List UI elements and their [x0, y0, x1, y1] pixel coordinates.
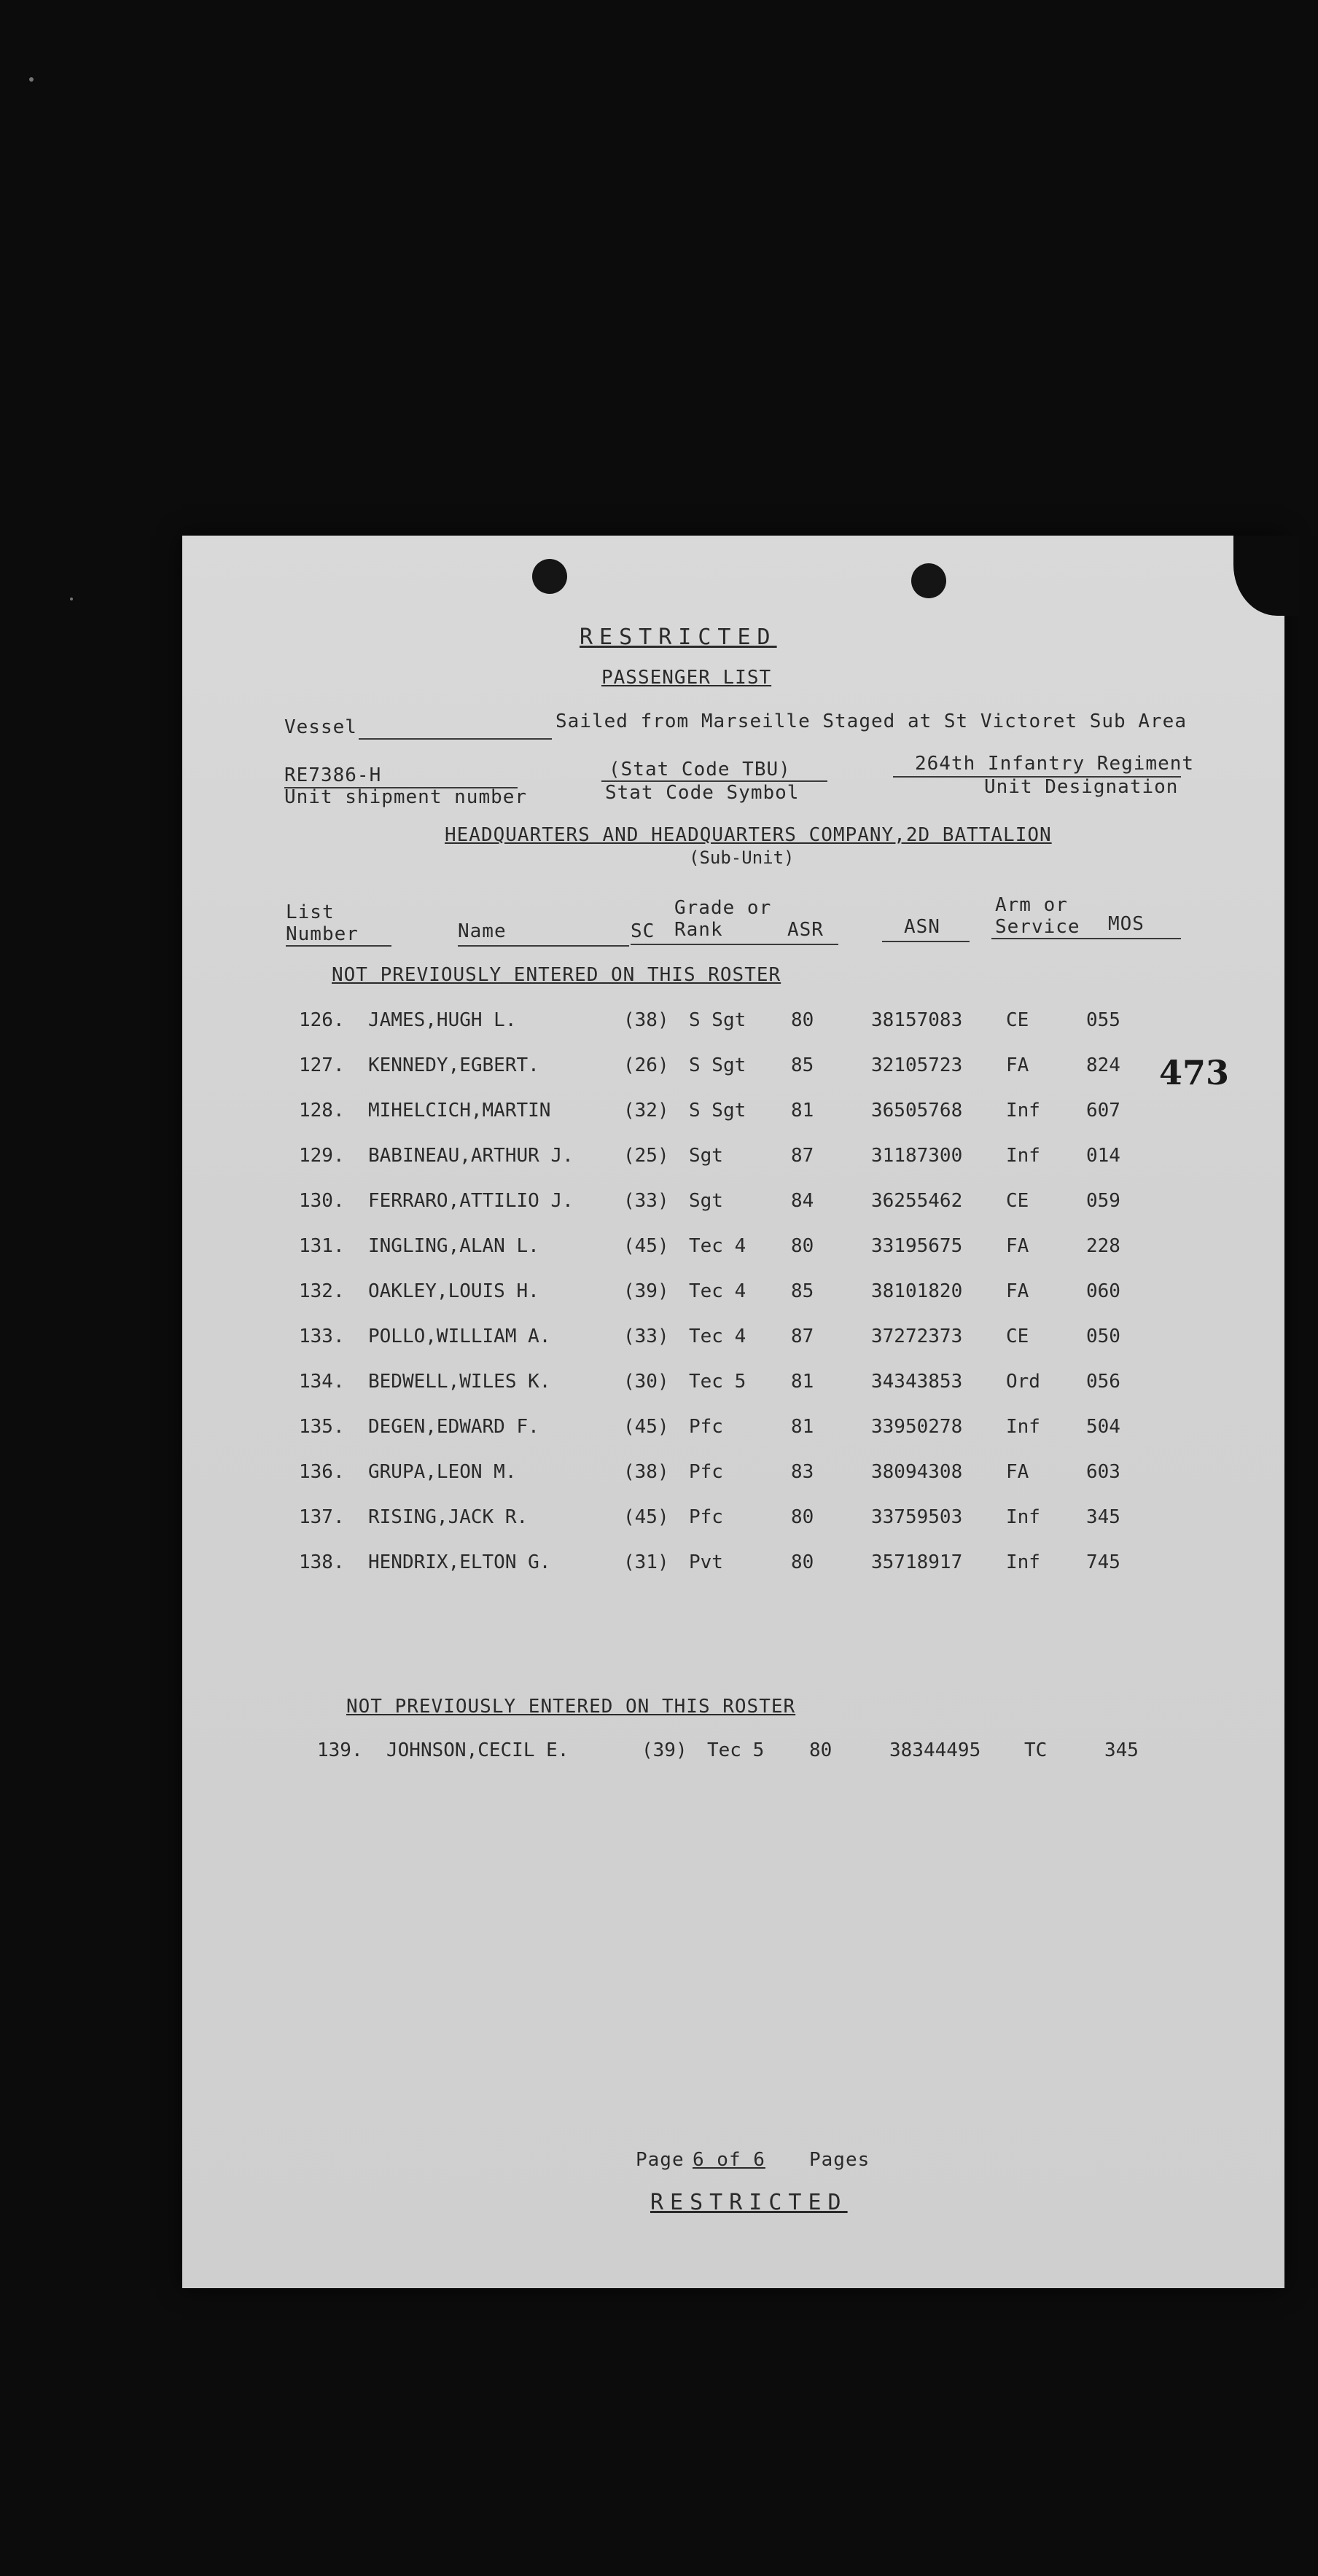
grade-value: Tec 4	[689, 1280, 746, 1302]
asn-value: 33950278	[871, 1416, 963, 1438]
asn-value: 36505768	[871, 1100, 963, 1121]
mos-value: 504	[1086, 1416, 1120, 1438]
col-list-number-2: Number	[286, 923, 359, 945]
mos-value: 056	[1086, 1371, 1120, 1393]
arm-value: Ord	[1006, 1371, 1040, 1393]
col-name: Name	[458, 920, 507, 942]
shipment-label: Unit shipment number	[284, 786, 528, 808]
soldier-name: BEDWELL,WILES K.	[368, 1371, 551, 1393]
sub-unit-name: HEADQUARTERS AND HEADQUARTERS COMPANY,2D BATTALION	[445, 824, 1052, 846]
list-number: 131.	[299, 1235, 345, 1257]
asr-value: 81	[791, 1100, 814, 1121]
col-name-underline	[458, 945, 629, 947]
arm-value: Inf	[1006, 1100, 1040, 1121]
grade-value: Tec 5	[707, 1739, 765, 1761]
asr-value: 81	[791, 1371, 814, 1393]
grade-value: Tec 4	[689, 1326, 746, 1347]
sc-value: (39)	[623, 1280, 669, 1302]
grade-value: Sgt	[689, 1145, 723, 1167]
mos-value: 603	[1086, 1461, 1120, 1483]
mos-value: 059	[1086, 1190, 1120, 1212]
list-number: 126.	[299, 1009, 345, 1031]
list-number: 129.	[299, 1145, 345, 1167]
col-grade-1: Grade or	[674, 897, 772, 919]
soldier-name: JAMES,HUGH L.	[368, 1009, 517, 1031]
col-asn-underline	[882, 941, 970, 942]
soldier-name: RISING,JACK R.	[368, 1506, 529, 1528]
asn-value: 34343853	[871, 1371, 963, 1393]
film-speck	[29, 77, 34, 82]
col-list-underline	[286, 945, 391, 947]
arm-value: FA	[1006, 1235, 1029, 1257]
footer-page-label: Page	[636, 2149, 685, 2171]
col-asn: ASN	[904, 916, 940, 938]
section-heading: NOT PREVIOUSLY ENTERED ON THIS ROSTER	[346, 1696, 796, 1718]
col-arm-2: Service	[995, 916, 1080, 938]
asr-value: 80	[809, 1739, 832, 1761]
restricted-heading: RESTRICTED	[580, 625, 777, 650]
list-number: 128.	[299, 1100, 345, 1121]
asn-value: 33195675	[871, 1235, 963, 1257]
table-row	[182, 1280, 1284, 1309]
col-mos: MOS	[1108, 913, 1145, 935]
mos-value: 607	[1086, 1100, 1120, 1121]
table-row	[182, 1739, 1284, 1769]
col-arm-underline	[991, 938, 1181, 939]
asr-value: 84	[791, 1190, 814, 1212]
asr-value: 80	[791, 1009, 814, 1031]
torn-corner	[1233, 536, 1299, 616]
asn-value: 35718917	[871, 1551, 963, 1573]
arm-value: TC	[1024, 1739, 1048, 1761]
table-row	[182, 1326, 1284, 1355]
soldier-name: DEGEN,EDWARD F.	[368, 1416, 539, 1438]
table-row	[182, 1235, 1284, 1264]
asr-value: 80	[791, 1551, 814, 1573]
sc-value: (31)	[623, 1551, 669, 1573]
table-row	[182, 1100, 1284, 1129]
mos-value: 060	[1086, 1280, 1120, 1302]
stamped-page-number: 473	[1159, 1053, 1230, 1092]
unit-designation-label: Unit Designation	[984, 776, 1179, 798]
asn-value: 38344495	[889, 1739, 981, 1761]
mos-value: 345	[1104, 1739, 1139, 1761]
footer-page-of: 6 of 6	[693, 2149, 765, 2171]
soldier-name: OAKLEY,LOUIS H.	[368, 1280, 539, 1302]
arm-value: Inf	[1006, 1416, 1040, 1438]
grade-value: Pfc	[689, 1416, 723, 1438]
list-number: 139.	[317, 1739, 363, 1761]
arm-value: Inf	[1006, 1551, 1040, 1573]
table-row	[182, 1145, 1284, 1174]
asr-value: 80	[791, 1506, 814, 1528]
sc-value: (45)	[623, 1416, 669, 1438]
mos-value: 745	[1086, 1551, 1120, 1573]
sc-value: (38)	[623, 1461, 669, 1483]
grade-value: Pfc	[689, 1506, 723, 1528]
asn-value: 32105723	[871, 1054, 963, 1076]
list-number: 132.	[299, 1280, 345, 1302]
section-heading: NOT PREVIOUSLY ENTERED ON THIS ROSTER	[332, 964, 781, 986]
list-number: 135.	[299, 1416, 345, 1438]
sc-value: (26)	[623, 1054, 669, 1076]
asn-value: 31187300	[871, 1145, 963, 1167]
asr-value: 85	[791, 1280, 814, 1302]
asn-value: 38094308	[871, 1461, 963, 1483]
arm-value: Inf	[1006, 1506, 1040, 1528]
grade-value: S Sgt	[689, 1054, 746, 1076]
vessel-label: Vessel	[284, 716, 357, 738]
mos-value: 050	[1086, 1326, 1120, 1347]
soldier-name: FERRARO,ATTILIO J.	[368, 1190, 574, 1212]
shipment-number: RE7386-H	[284, 764, 382, 786]
arm-value: FA	[1006, 1280, 1029, 1302]
soldier-name: MIHELCICH,MARTIN	[368, 1100, 551, 1121]
table-row	[182, 1461, 1284, 1490]
arm-value: Inf	[1006, 1145, 1040, 1167]
asn-value: 33759503	[871, 1506, 963, 1528]
sc-value: (45)	[623, 1506, 669, 1528]
arm-value: CE	[1006, 1326, 1029, 1347]
grade-value: Sgt	[689, 1190, 723, 1212]
table-row	[182, 1551, 1284, 1581]
vessel-underline	[359, 738, 552, 740]
asr-value: 80	[791, 1235, 814, 1257]
grade-value: Pvt	[689, 1551, 723, 1573]
table-row	[182, 1371, 1284, 1400]
col-arm-1: Arm or	[995, 894, 1068, 916]
soldier-name: POLLO,WILLIAM A.	[368, 1326, 551, 1347]
sc-value: (33)	[623, 1326, 669, 1347]
table-row	[182, 1506, 1284, 1535]
asr-value: 83	[791, 1461, 814, 1483]
arm-value: FA	[1006, 1461, 1029, 1483]
sc-value: (39)	[642, 1739, 687, 1761]
table-row	[182, 1190, 1284, 1219]
footer-restricted: RESTRICTED	[650, 2190, 848, 2215]
punch-hole-left	[532, 559, 567, 594]
col-grade-2: Rank	[674, 919, 723, 941]
mos-value: 014	[1086, 1145, 1120, 1167]
asr-value: 87	[791, 1145, 814, 1167]
soldier-name: GRUPA,LEON M.	[368, 1461, 517, 1483]
grade-value: S Sgt	[689, 1009, 746, 1031]
punch-hole-right	[911, 563, 946, 598]
asr-value: 81	[791, 1416, 814, 1438]
stat-code-label: Stat Code Symbol	[605, 782, 800, 804]
sc-value: (32)	[623, 1100, 669, 1121]
list-number: 127.	[299, 1054, 345, 1076]
mos-value: 055	[1086, 1009, 1120, 1031]
passenger-list-title: PASSENGER LIST	[601, 667, 772, 689]
sc-value: (45)	[623, 1235, 669, 1257]
soldier-name: KENNEDY,EGBERT.	[368, 1054, 539, 1076]
col-mid-underline	[631, 944, 838, 945]
asr-value: 85	[791, 1054, 814, 1076]
arm-value: CE	[1006, 1190, 1029, 1212]
col-sc: SC	[631, 920, 655, 942]
arm-value: CE	[1006, 1009, 1029, 1031]
arm-value: FA	[1006, 1054, 1029, 1076]
list-number: 137.	[299, 1506, 345, 1528]
list-number: 133.	[299, 1326, 345, 1347]
soldier-name: JOHNSON,CECIL E.	[386, 1739, 569, 1761]
unit-designation: 264th Infantry Regiment	[915, 753, 1195, 775]
asn-value: 38101820	[871, 1280, 963, 1302]
list-number: 138.	[299, 1551, 345, 1573]
film-speck	[70, 598, 73, 600]
footer-pages-label: Pages	[809, 2149, 870, 2171]
asr-value: 87	[791, 1326, 814, 1347]
grade-value: Tec 4	[689, 1235, 746, 1257]
grade-value: Pfc	[689, 1461, 723, 1483]
col-asr: ASR	[787, 919, 824, 941]
grade-value: Tec 5	[689, 1371, 746, 1393]
col-list-number-1: List	[286, 901, 335, 923]
asn-value: 36255462	[871, 1190, 963, 1212]
list-number: 136.	[299, 1461, 345, 1483]
list-number: 130.	[299, 1190, 345, 1212]
soldier-name: INGLING,ALAN L.	[368, 1235, 539, 1257]
sc-value: (25)	[623, 1145, 669, 1167]
mos-value: 824	[1086, 1054, 1120, 1076]
table-row	[182, 1054, 1284, 1084]
sub-unit-label: (Sub-Unit)	[689, 847, 795, 868]
asn-value: 38157083	[871, 1009, 963, 1031]
mos-value: 228	[1086, 1235, 1120, 1257]
list-number: 134.	[299, 1371, 345, 1393]
stat-code: (Stat Code TBU)	[609, 759, 791, 780]
sailed-from-text: Sailed from Marseille Staged at St Victoret Sub Area	[555, 710, 1187, 732]
mos-value: 345	[1086, 1506, 1120, 1528]
table-row	[182, 1416, 1284, 1445]
asn-value: 37272373	[871, 1326, 963, 1347]
soldier-name: BABINEAU,ARTHUR J.	[368, 1145, 574, 1167]
grade-value: S Sgt	[689, 1100, 746, 1121]
sc-value: (33)	[623, 1190, 669, 1212]
sc-value: (30)	[623, 1371, 669, 1393]
table-row	[182, 1009, 1284, 1038]
sc-value: (38)	[623, 1009, 669, 1031]
document-page	[182, 536, 1284, 2288]
soldier-name: HENDRIX,ELTON G.	[368, 1551, 551, 1573]
